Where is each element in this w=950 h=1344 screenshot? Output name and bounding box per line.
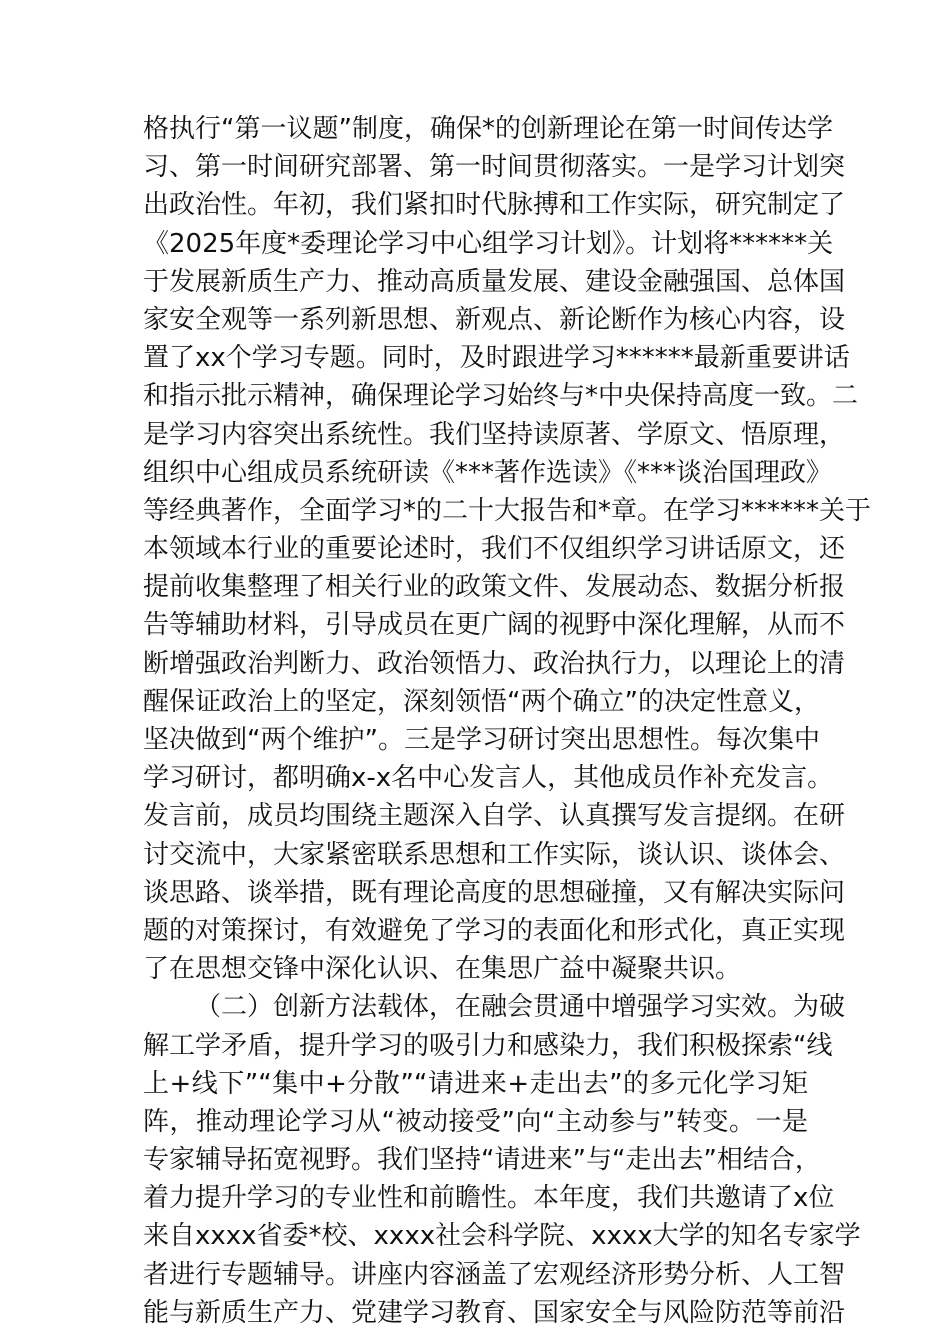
paragraph-line: 着力提升学习的专业性和前瞻性。本年度，我们共邀请了x位 bbox=[143, 1183, 835, 1214]
paragraph-line: 发言前，成员均围绕主题深入自学、认真撰写发言提纲。在研 bbox=[143, 801, 846, 832]
paragraph-line: 格执行“第一议题”制度，确保*的创新理论在第一时间传达学 bbox=[143, 114, 833, 144]
paragraph-line: 家安全观等一系列新思想、新观点、新论断作为核心内容，设 bbox=[143, 304, 846, 335]
paragraph-line: 讨交流中，大家紧密联系思想和工作实际，谈认识、谈体会、 bbox=[143, 839, 846, 870]
paragraph-line: 题的对策探讨，有效避免了学习的表面化和形式化，真正实现 bbox=[143, 915, 846, 946]
paragraph-line: 本领域本行业的重要论述时，我们不仅组织学习讲话原文，还 bbox=[143, 534, 846, 565]
paragraph-line: 专家辅导拓宽视野。我们坚持“请进来”与“走出去”相结合， bbox=[143, 1145, 821, 1176]
paragraph-line: 解工学矛盾，提升学习的吸引力和感染力，我们积极探索“线 bbox=[143, 1030, 833, 1061]
paragraph-line: 醒保证政治上的坚定，深刻领悟“两个确立”的决定性意义， bbox=[143, 686, 820, 717]
document-body bbox=[143, 110, 872, 1332]
paragraph-line: 习、第一时间研究部署、第一时间贯彻落实。一是学习计划突 bbox=[143, 152, 846, 183]
paragraph-line: 告等辅助材料，引导成员在更广阔的视野中深化理解，从而不 bbox=[143, 610, 846, 641]
paragraph-line: 学习研讨，都明确x-x名中心发言人，其他成员作补充发言。 bbox=[143, 763, 834, 794]
paragraph-line: 来自xxxx省委*校、xxxx社会科学院、xxxx大学的知名专家学 bbox=[143, 1221, 861, 1252]
paragraph-line: 了在思想交锋中深化认识、在集思广益中凝聚共识。 bbox=[143, 954, 742, 985]
paragraph-1 bbox=[143, 110, 872, 988]
paragraph-line: 阵，推动理论学习从“被动接受”向“主动参与”转变。一是 bbox=[143, 1106, 808, 1137]
paragraph-line: 断增强政治判断力、政治领悟力、政治执行力，以理论上的清 bbox=[143, 648, 846, 679]
paragraph-line: 出政治性。年初，我们紧扣时代脉搏和工作实际，研究制定了 bbox=[143, 190, 846, 221]
paragraph-line: 《2025年度*委理论学习中心组学习计划》。计划将******关 bbox=[143, 228, 834, 259]
paragraph-line: 者进行专题辅导。讲座内容涵盖了宏观经济形势分析、人工智 bbox=[143, 1259, 846, 1290]
paragraph-line: 谈思路、谈举措，既有理论高度的思想碰撞，又有解决实际问 bbox=[143, 877, 846, 908]
paragraph-2 bbox=[143, 988, 861, 1332]
paragraph-line: 是学习内容突出系统性。我们坚持读原著、学原文、悟原理， bbox=[143, 419, 846, 450]
paragraph-line: 能与新质生产力、党建学习教育、国家安全与风险防范等前沿 bbox=[143, 1297, 846, 1328]
paragraph-line: 提前收集整理了相关行业的政策文件、发展动态、数据分析报 bbox=[143, 572, 846, 603]
paragraph-line: 坚决做到“两个维护”。三是学习研讨突出思想性。每次集中 bbox=[143, 725, 820, 755]
paragraph-line: 等经典著作，全面学习*的二十大报告和*章。在学习******关于 bbox=[143, 495, 872, 526]
paragraph-line: 置了xx个学习专题。同时，及时跟进学习******最新重要讲话 bbox=[143, 343, 850, 374]
paragraph-line: （二）创新方法载体，在融会贯通中增强学习实效。为破 bbox=[195, 992, 846, 1023]
paragraph-line: 和指示批示精神，确保理论学习始终与*中央保持高度一致。二 bbox=[143, 381, 859, 412]
paragraph-line: 组织中心组成员系统研读《***著作选读》《***谈治国理政》 bbox=[143, 457, 833, 488]
paragraph-line: 于发展新质生产力、推动高质量发展、建设金融强国、总体国 bbox=[143, 266, 846, 297]
paragraph-line: 上+线下”“集中+分散”“请进来+走出去”的多元化学习矩 bbox=[143, 1068, 808, 1099]
